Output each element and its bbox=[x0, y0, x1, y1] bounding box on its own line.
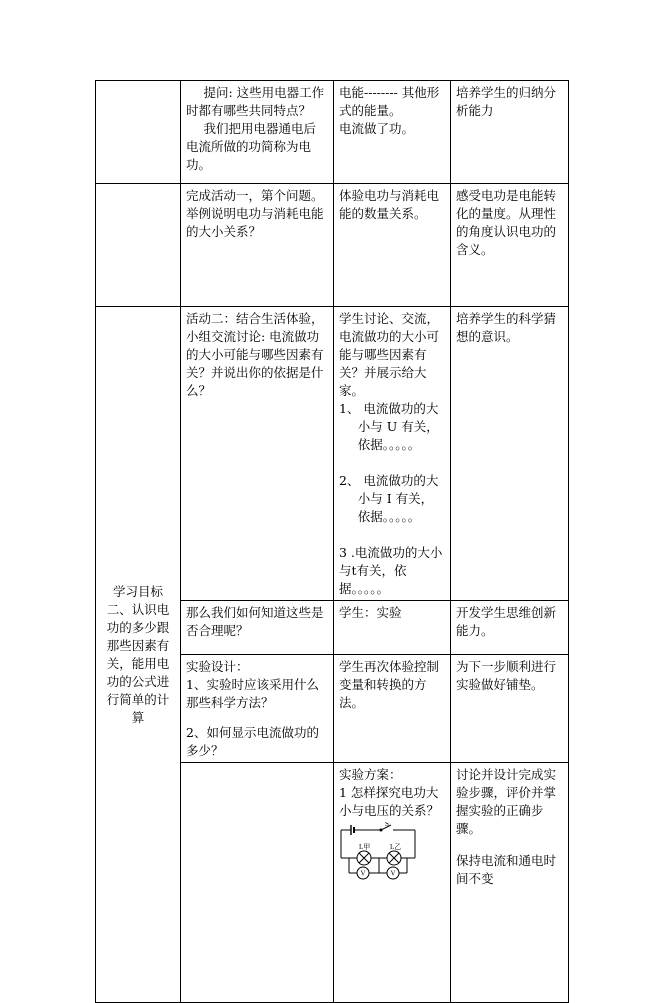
discussion-text: 学生讨论、交流，电流做功的大小可能与哪些因素有关？并展示给大家。 bbox=[339, 311, 440, 398]
design-question-1: 1、实验时应该采用什么那些科学方法？ bbox=[186, 677, 319, 710]
table-row bbox=[96, 184, 569, 307]
activity-cell bbox=[181, 184, 334, 307]
table-row bbox=[96, 81, 569, 184]
question-text: 提问: 这些用电器工作时都有哪些共同特点？ bbox=[186, 85, 325, 118]
purpose-cell bbox=[451, 81, 569, 184]
voltmeter1-label: V bbox=[360, 869, 366, 878]
circuit-diagram bbox=[339, 822, 417, 880]
activity-one-text: 完成活动一，第个问题。举例说明电功与消耗电能的大小关系？ bbox=[186, 188, 324, 239]
student-cell bbox=[334, 655, 451, 763]
objective-cell bbox=[96, 81, 181, 184]
hypothesis-time: 3 .电流做功的大小与t有关，依据。。。。。 bbox=[339, 545, 443, 596]
work-done-text: 电流做了功。 bbox=[339, 121, 415, 136]
purpose-text: 培养学生的科学猜想的意识。 bbox=[456, 311, 557, 344]
hypothesis-voltage: 1、 电流做功的大小与 U 有关，依据。。。。。 bbox=[339, 401, 439, 452]
objective-two-text: 学习目标二、认识电功的多少跟那些因素有关，能用电功的公式进行简单的计算 bbox=[106, 584, 170, 725]
lamp1-label: L甲 bbox=[359, 843, 371, 851]
objective-cell bbox=[181, 763, 334, 1003]
student-cell bbox=[334, 601, 451, 655]
purpose-text: 开发学生思维创新能力。 bbox=[456, 605, 557, 638]
objective-cell bbox=[96, 184, 181, 307]
voltmeter2-label: V bbox=[390, 869, 396, 878]
design-question-2: 2、如何显示电流做功的多少？ bbox=[186, 725, 319, 758]
activity-cell bbox=[181, 655, 334, 763]
activity-cell bbox=[181, 81, 334, 184]
experience-text: 体验电功与消耗电能的数量关系。 bbox=[339, 188, 440, 221]
hypothesis-current: 2、 电流做功的大小与 I 有关，依据。。。。。 bbox=[339, 473, 439, 524]
student-cell bbox=[451, 763, 569, 1003]
purpose-text: 培养学生的归纳分析能力 bbox=[456, 85, 557, 118]
student-cell bbox=[334, 81, 451, 184]
purpose-cell bbox=[451, 307, 569, 601]
purpose-text: 为下一步顺利进行实验做好铺垫。 bbox=[456, 659, 557, 692]
controlled-vars-text: 保持电流和通电时间不变 bbox=[456, 853, 557, 886]
procedure-text: 讨论并设计完成实验步骤，评价并掌握实验的正确步骤。 bbox=[456, 767, 557, 836]
plan-title: 实验方案： bbox=[339, 767, 402, 782]
activity-cell bbox=[334, 763, 451, 1003]
lesson-plan-table bbox=[95, 80, 569, 1003]
purpose-text: 感受电功是电能转化的量度。从理性的角度认识电功的含义。 bbox=[456, 188, 557, 257]
verify-question-text: 那么我们如何知道这些是否合理呢？ bbox=[186, 605, 324, 638]
method-text: 学生再次体验控制变量和转换的方法。 bbox=[339, 659, 440, 710]
energy-conversion-text: 电能-------- 其他形式的能量。 bbox=[339, 85, 440, 118]
student-cell bbox=[334, 307, 451, 601]
objective-cell bbox=[96, 307, 181, 1003]
activity-cell bbox=[181, 601, 334, 655]
purpose-cell bbox=[451, 184, 569, 307]
plan-question: 1 怎样探究电功大小与电压的关系？ bbox=[339, 785, 440, 818]
table-row bbox=[96, 307, 569, 601]
purpose-cell bbox=[451, 655, 569, 763]
switch-label: S bbox=[385, 822, 389, 828]
activity-two-text: 活动二：结合生活体验，小组交流讨论: 电流做功的大小可能与哪些因素有关？并说出你的依据是什么？ bbox=[186, 311, 324, 398]
purpose-cell bbox=[451, 601, 569, 655]
student-cell bbox=[334, 184, 451, 307]
definition-text: 我们把用电器通电后电流所做的功简称为电功。 bbox=[186, 121, 317, 172]
activity-cell bbox=[181, 307, 334, 601]
design-title: 实验设计： bbox=[186, 659, 249, 674]
lamp2-label: L乙 bbox=[390, 843, 402, 851]
experiment-text: 学生：实验 bbox=[339, 605, 402, 620]
